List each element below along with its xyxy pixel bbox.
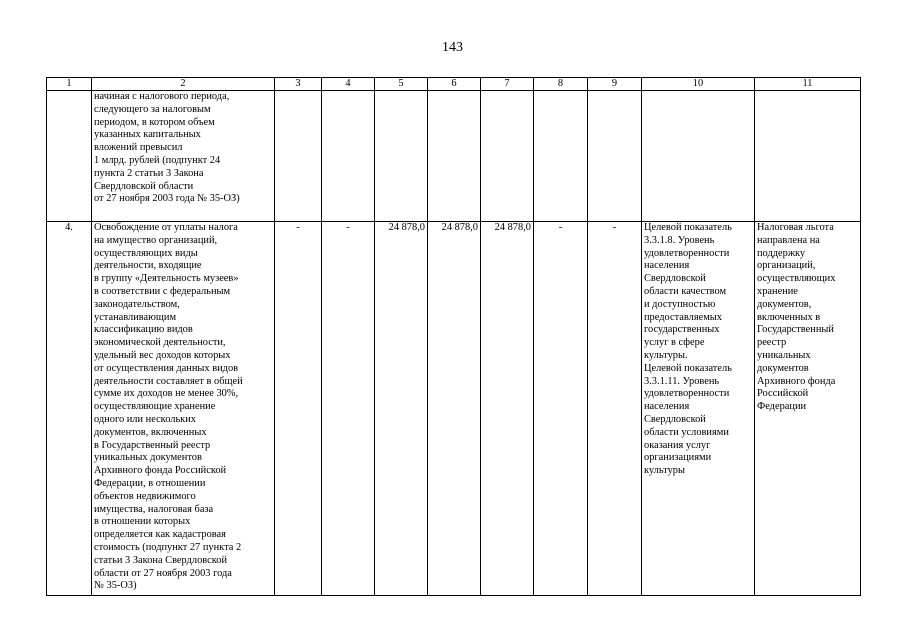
column-number-10: 10 [642,78,755,91]
column-number-8: 8 [534,78,588,91]
column-number-11: 11 [755,78,861,91]
benefit-description-cell: Освобождение от уплаты налога на имущество организаций, осуществляющих виды деятельности, входящие в группу «Деятельность музеев» в соответствии с федеральным законодательством, устанавливающим классификацию видов экономической деятельности, удельный вес доходов которых от осуществления данных видов деятельности составляет в общей сумме их доходов не менее 30%, осуществляющие хранение одного или нескольких документов, включенных в Государственный реестр уникальных документов Архивного фонда Российской Федерации, в отношении объектов недвижимого имущества, налоговая база в отношении которых определяется как кадастровая стоимость (подпункт 27 пункта 2 статьи 3 Закона Свердловской области от 27 ноября 2003 года № 35-ОЗ) [92,222,275,596]
value-cell-7: 24 878,0 [481,222,534,596]
column-number-6: 6 [428,78,481,91]
table-row-4 [47,222,861,596]
benefit-description-cell: начиная с налогового периода, следующего за налоговым периодом, в котором объем указанных капитальных вложений превысил 1 млрд. рублей (подпункт 24 пункта 2 статьи 3 Закона Свердловской области от 27 ноября 2003 года № 35-ОЗ) [92,91,275,222]
column-number-1: 1 [47,78,92,91]
purpose-cell: Налоговая льгота направлена на поддержку организаций, осуществляющих хранение документов, включенных в Государственный реестр уникальных документов Архивного фонда Российской Федерации [755,222,861,596]
row-number-cell: 4. [47,222,92,596]
column-number-5: 5 [375,78,428,91]
column-number-row [47,78,861,91]
purpose-cell [755,91,861,222]
value-cell-4: - [322,222,375,596]
page-number: 143 [442,40,463,55]
value-cell-9: - [588,222,642,596]
value-cell-5 [375,91,428,222]
column-number-4: 4 [322,78,375,91]
column-number-9: 9 [588,78,642,91]
value-cell-9 [588,91,642,222]
value-cell-3 [275,91,322,222]
table-row-continuation [47,91,861,222]
value-cell-6 [428,91,481,222]
column-number-7: 7 [481,78,534,91]
value-cell-4 [322,91,375,222]
benefits-table [46,77,861,596]
value-cell-5: 24 878,0 [375,222,428,596]
value-cell-8 [534,91,588,222]
value-cell-8: - [534,222,588,596]
value-cell-6: 24 878,0 [428,222,481,596]
column-number-2: 2 [92,78,275,91]
value-cell-3: - [275,222,322,596]
target-indicator-cell: Целевой показатель 3.3.1.8. Уровень удовлетворенности населения Свердловской области качеством и доступностью предоставляемых государственных услуг в сфере культуры. Целевой показатель 3.3.1.11. Уровень удовлетворенности населения Свердловской области условиями оказания услуг организациями культуры [642,222,755,596]
value-cell-7 [481,91,534,222]
column-number-3: 3 [275,78,322,91]
target-indicator-cell [642,91,755,222]
row-number-cell [47,91,92,222]
